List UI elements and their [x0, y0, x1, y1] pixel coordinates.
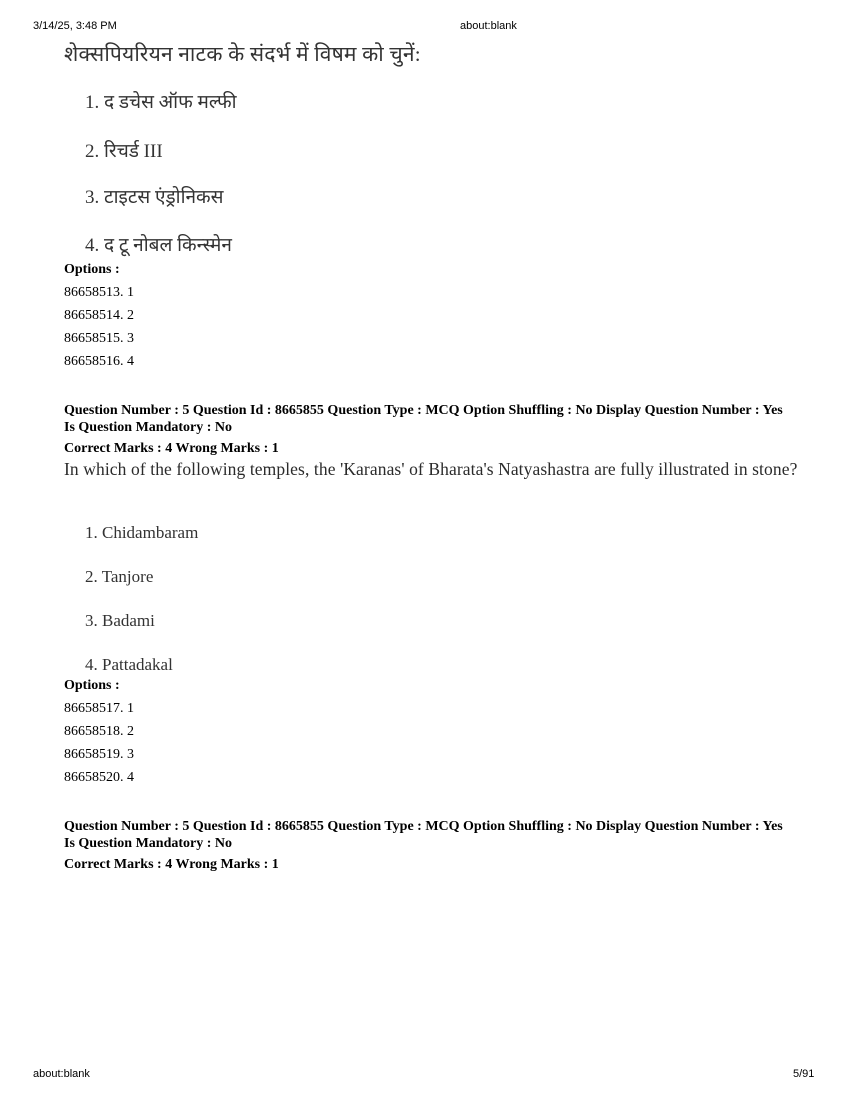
question-meta: Question Number : 5 Question Id : 8665855 Question Type : MCQ Option Shuffling : No Display Question Number : Yes Is Question Mandatory : No	[64, 403, 783, 435]
question-choice: 3. टाइटस एंड्रोनिकस	[85, 187, 224, 208]
question-choice: 2. रिचर्ड III	[85, 141, 163, 162]
option-id: 86658518. 2	[64, 724, 134, 739]
print-title: about:blank	[460, 20, 517, 32]
options-label: Options :	[64, 262, 120, 277]
option-id: 86658520. 4	[64, 770, 134, 785]
question-stem: In which of the following temples, the 'Karanas' of Bharata's Natyashastra are fully illustrated in stone?	[64, 459, 798, 479]
option-id: 86658514. 2	[64, 308, 134, 323]
question-choice: 1. द डचेस ऑफ मल्फी	[85, 92, 237, 113]
option-id: 86658515. 3	[64, 331, 134, 346]
question-choice: 1. Chidambaram	[85, 523, 199, 542]
question-stem-hindi: शेक्सपियरियन नाटक के संदर्भ में विषम को चुनें:	[64, 42, 421, 66]
question-choice: 4. Pattadakal	[85, 655, 173, 674]
page-number: 5/91	[793, 1068, 815, 1080]
question-meta: Question Number : 5 Question Id : 8665855 Question Type : MCQ Option Shuffling : No Display Question Number : Yes Is Question Mandatory : No	[64, 819, 783, 851]
print-url: about:blank	[33, 1068, 90, 1080]
question-choice: 3. Badami	[85, 611, 155, 630]
question-choice: 4. द टू नोबल किन्स्मेन	[85, 235, 232, 256]
option-id: 86658513. 1	[64, 285, 134, 300]
option-id: 86658516. 4	[64, 354, 134, 369]
print-timestamp: 3/14/25, 3:48 PM	[33, 20, 117, 32]
question-marks: Correct Marks : 4 Wrong Marks : 1	[64, 857, 279, 872]
option-id: 86658517. 1	[64, 701, 134, 716]
question-marks: Correct Marks : 4 Wrong Marks : 1	[64, 441, 279, 456]
question-choice: 2. Tanjore	[85, 567, 154, 586]
option-id: 86658519. 3	[64, 747, 134, 762]
options-label: Options :	[64, 678, 120, 693]
